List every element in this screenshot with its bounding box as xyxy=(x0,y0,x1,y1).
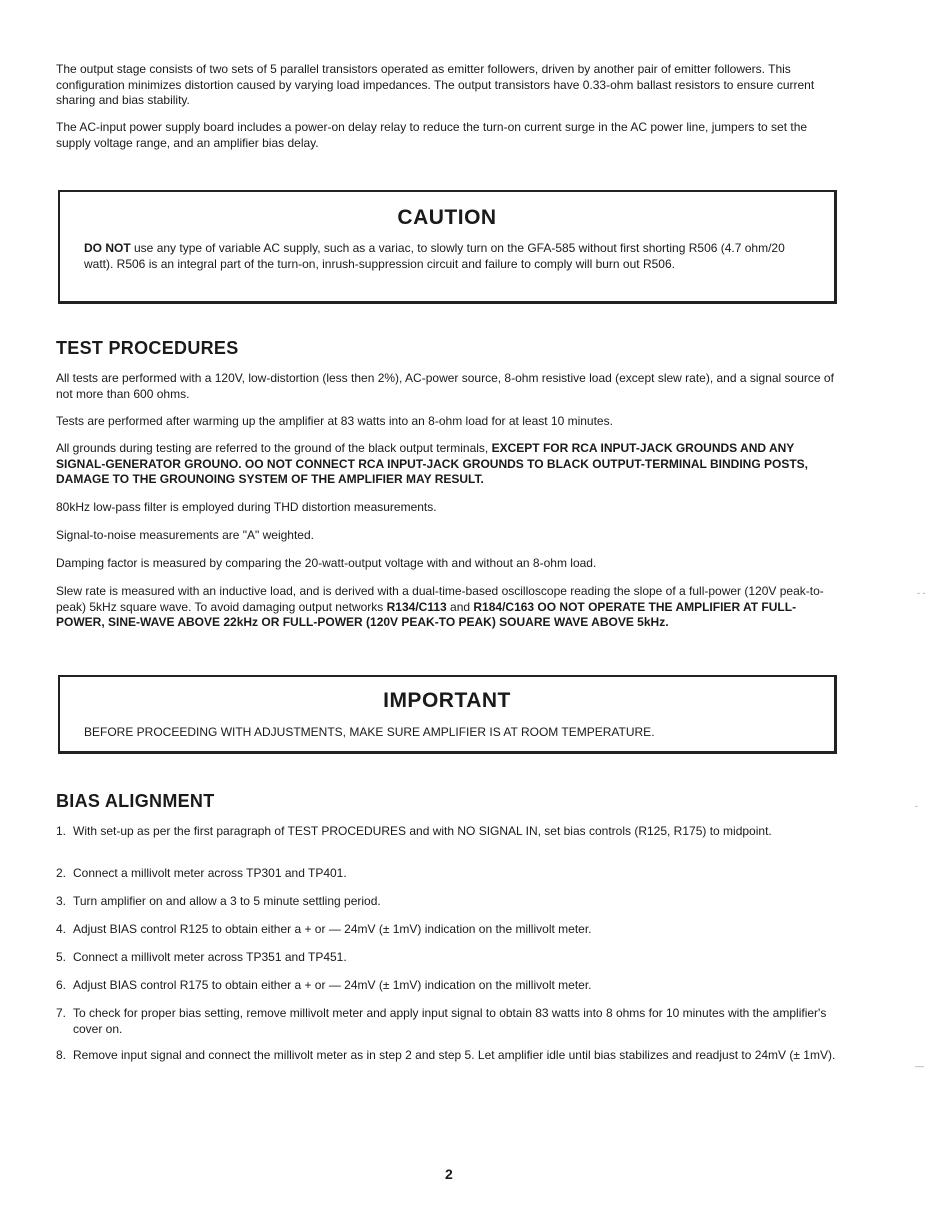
list-item xyxy=(56,978,840,994)
step-number: 6. xyxy=(56,978,67,992)
step-text: Connect a millivolt meter across TP301 and TP401. xyxy=(73,866,347,880)
bias-alignment-heading: BIAS ALIGNMENT xyxy=(56,791,215,811)
intro-paragraph-power-supply: The AC-input power supply board includes a power-on delay relay to reduce the turn-on current surge in the AC power line, jumpers to set the supply voltage range, and an amplifier bias delay. xyxy=(56,120,808,150)
step-text: Adjust BIAS control R175 to obtain either a + or — 24mV (± 1mV) indication on the millivolt meter. xyxy=(73,978,592,992)
important-box xyxy=(58,675,837,754)
caution-body: use any type of variable AC supply, such as a variac, to slowly turn on the GFA-585 without first shorting R506 (4.7 ohm/20 watt). R506 is an integral part of the turn-on, inrush-suppression circuit and failure to comply will burn out R506. xyxy=(84,241,785,271)
test-procedures-paragraph-5: Signal-to-noise measurements are "A" weighted. xyxy=(56,528,314,542)
test-procedures-paragraph-6: Damping factor is measured by comparing the 20-watt-output voltage with and without an 8-ohm load. xyxy=(56,556,597,570)
test-procedures-heading: TEST PROCEDURES xyxy=(56,338,239,358)
list-item xyxy=(56,1006,840,1037)
step-text: Adjust BIAS control R125 to obtain either a + or — 24mV (± 1mV) indication on the millivolt meter. xyxy=(73,922,592,936)
step-number: 1. xyxy=(56,824,67,838)
test-procedures-paragraph-1: All tests are performed with a 120V, low-distortion (less then 2%), AC-power source, 8-ohm resistive load (except slew rate), and a signal source of not more than 600 ohms. xyxy=(56,371,834,401)
step-text: Remove input signal and connect the millivolt meter as in step 2 and step 5. Let amplifier idle until bias stabilizes and readjust to 24mV (± 1mV). xyxy=(73,1048,836,1062)
step-text: Connect a millivolt meter across TP351 and TP451. xyxy=(73,950,347,964)
caution-title: CAUTION xyxy=(397,206,497,229)
step-number: 8. xyxy=(56,1048,67,1062)
step-number: 2. xyxy=(56,866,67,880)
list-item xyxy=(56,866,840,882)
step-number: 7. xyxy=(56,1006,67,1020)
step-text: With set-up as per the first paragraph of TEST PROCEDURES and with NO SIGNAL IN, set bias controls (R125, R175) to midpoint. xyxy=(73,824,772,838)
test-procedures-paragraph-4: 80kHz low-pass filter is employed during THD distortion measurements. xyxy=(56,500,437,514)
scan-artifact: - xyxy=(915,801,918,811)
list-item xyxy=(56,824,840,840)
list-item xyxy=(56,950,840,966)
test-procedures-paragraph-2: Tests are performed after warming up the amplifier at 83 watts into an 8-ohm load for at least 10 minutes. xyxy=(56,414,613,428)
scan-artifact: — xyxy=(915,1061,924,1071)
step-text: Turn amplifier on and allow a 3 to 5 minute settling period. xyxy=(73,894,381,908)
caution-text xyxy=(84,241,814,272)
slew-network-1: R134/C113 xyxy=(386,599,447,614)
step-number: 5. xyxy=(56,950,67,964)
important-text: BEFORE PROCEEDING WITH ADJUSTMENTS, MAKE SURE AMPLIFIER IS AT ROOM TEMPERATURE. xyxy=(84,725,655,739)
page-number: 2 xyxy=(445,1166,453,1182)
grounds-text: All grounds during testing are referred to the ground of the black output terminals, xyxy=(56,441,492,455)
slew-rate-warning: R184/C163 OO NOT OPERATE THE AMPLIFIER AT FULL-POWER, SINE-WAVE ABOVE 22kHz OR FULL-POWER (120V PEAK-TO PEAK) SOUARE WAVE ABOVE 5kHz. xyxy=(56,599,797,629)
list-item xyxy=(56,1048,840,1064)
step-number: 4. xyxy=(56,922,67,936)
step-text: To check for proper bias setting, remove millivolt meter and apply input signal to obtain 83 watts into 8 ohms for 10 minutes with the amplifier's cover on. xyxy=(73,1006,827,1036)
grounds-warning: EXCEPT FOR RCA INPUT-JACK GROUNDS AND ANY SIGNAL-GENERATOR GROUNO. OO NOT CONNECT RCA INPUT-JACK GROUNDS TO BLACK OUTPUT-TERMINAL BINDING POSTS, DAMAGE TO THE GROUNOING SYSTEM OF THE AMPLIFIER MAY RESULT. xyxy=(56,441,809,486)
caution-lead: DO NOT xyxy=(84,241,131,255)
scan-artifact: - - xyxy=(917,588,926,598)
intro-paragraph-output-stage: The output stage consists of two sets of 5 parallel transistors operated as emitter followers, driven by another pair of emitter followers. This configuration minimizes distortion caused by varying load impedances. The output transistors have 0.33-ohm ballast resistors to ensure current sharing and bias stability. xyxy=(56,62,815,107)
caution-box xyxy=(58,190,837,304)
test-procedures-paragraph-7 xyxy=(56,584,840,631)
test-procedures-paragraph-3 xyxy=(56,441,840,488)
list-item xyxy=(56,894,840,910)
slew-and: and xyxy=(446,599,474,614)
list-item xyxy=(56,922,840,938)
step-number: 3. xyxy=(56,894,67,908)
important-title: IMPORTANT xyxy=(383,689,511,712)
slew-rate-text: Slew rate is measured with an inductive load, and is derived with a dual-time-based oscilloscope reading the slope of a full-power (120V peak-to-peak) 5kHz square wave. To avoid damaging output networks xyxy=(56,584,824,614)
